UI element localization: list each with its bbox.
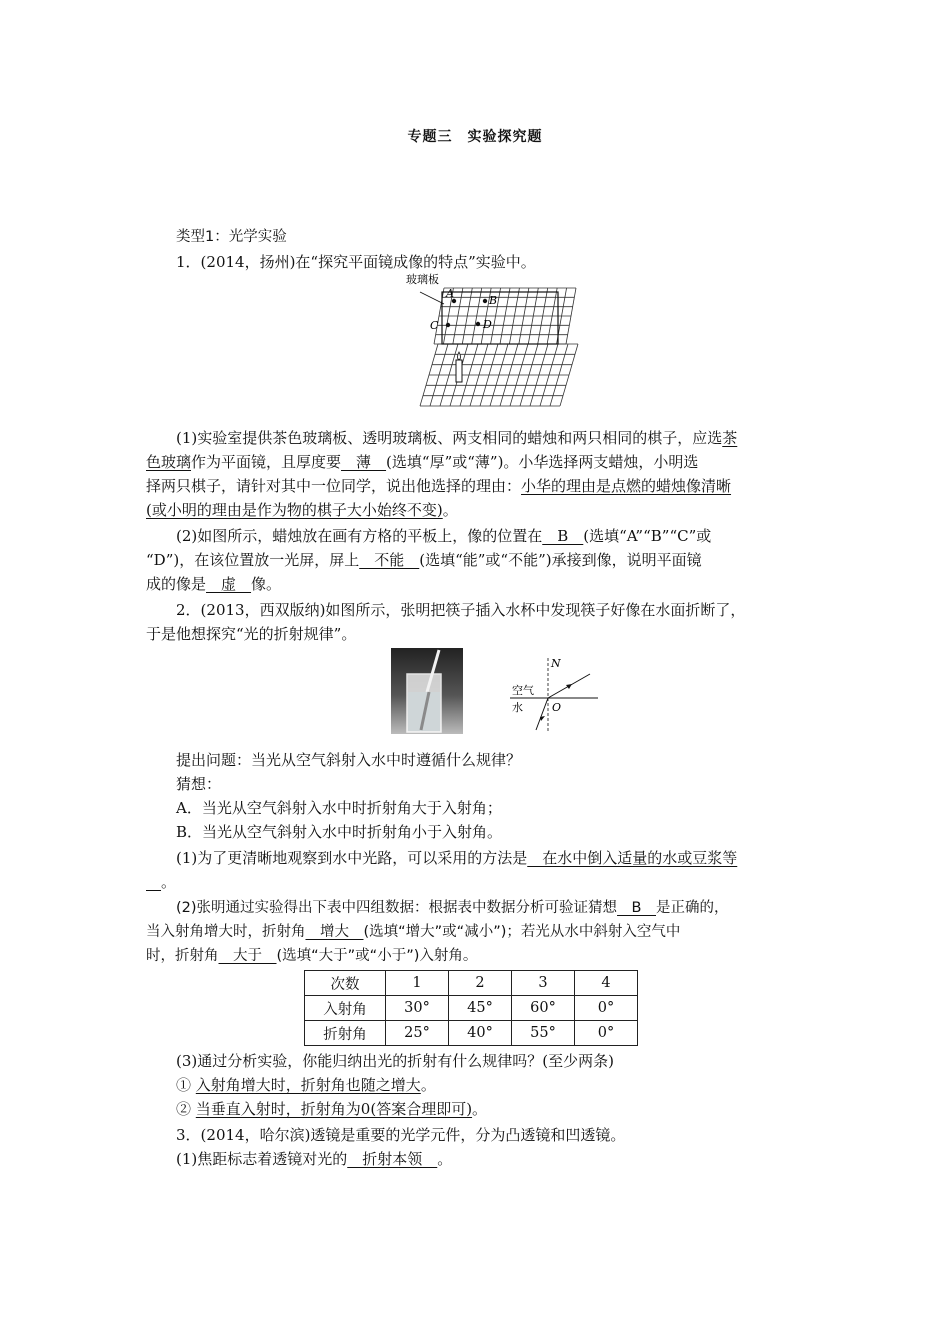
lower-grid	[420, 344, 578, 406]
q2-guess-a: A．当光从空气斜射入水中时折射角大于入射角；	[176, 799, 502, 817]
table-cell: 55°	[512, 1021, 575, 1046]
answer: 不能	[359, 551, 420, 569]
q2-question: 提出问题：当光从空气斜射入水中时遵循什么规律？	[176, 751, 522, 769]
q2-p1-line1: (1)为了更清晰地观察到水中光路，可以采用的方法是 在水中倒入适量的水或豆浆等	[176, 849, 738, 867]
page-title: 专题三 实验探究题	[407, 129, 543, 145]
table-cell: 次数	[305, 971, 386, 996]
table-cell: 折射角	[305, 1021, 386, 1046]
q1-p2-line1: (2)如图所示，蜡烛放在画有方格的平板上，像的位置在 B (选填“A”“B”“C”或	[176, 527, 712, 545]
answer: 虚	[206, 575, 252, 593]
answer: 当垂直入射时，折射角为0(答案合理即可)	[195, 1100, 473, 1118]
q2-stem-line1: 2．(2013，西双版纳)如图所示，张明把筷子插入水杯中发现筷子好像在水面折断了，	[176, 601, 746, 619]
answer: 折射本领	[347, 1150, 438, 1168]
answer	[146, 871, 161, 893]
q1-p1-line4: (或小明的理由是作为物的棋子大小始终不变)。	[146, 501, 458, 519]
glass-label: 玻璃板	[406, 273, 439, 286]
chopstick-photo	[391, 648, 463, 734]
point-c	[446, 323, 450, 327]
answer: B	[542, 527, 584, 545]
table-cell: 4	[575, 971, 638, 996]
answer: 小华的理由是点燃的蜡烛像清晰	[521, 477, 732, 495]
refracted-ray	[536, 698, 548, 730]
q1-p1-line1: (1)实验室提供茶色玻璃板、透明玻璃板、两支相同的蜡烛和两只相同的棋子，应选茶	[176, 429, 738, 447]
mirror-grid-figure	[400, 270, 580, 412]
label-air: 空气	[512, 684, 534, 697]
label-a: A	[446, 287, 454, 300]
point-d	[476, 322, 480, 326]
table-header-row	[305, 971, 638, 996]
answer: 在水中倒入适量的水或豆浆等	[527, 849, 738, 867]
glass-pointer	[420, 292, 444, 304]
q2-p3: (3)通过分析实验，你能归纳出光的折射有什么规律吗？(至少两条)	[176, 1052, 614, 1070]
candle-flame	[458, 352, 461, 360]
label-o: O	[552, 701, 562, 714]
answer: 薄	[341, 453, 387, 471]
q2-guess-b: B．当光从空气斜射入水中时折射角小于入射角。	[176, 823, 503, 841]
table-cell: 3	[512, 971, 575, 996]
q2-p2-line2: 当入射角增大时，折射角 增大 (选填“增大”或“减小”)；若光从水中斜射入空气中	[146, 921, 680, 943]
table-row	[305, 996, 638, 1021]
table-cell: 60°	[512, 996, 575, 1021]
table-cell: 30°	[386, 996, 449, 1021]
answer: 色玻璃	[146, 453, 192, 471]
q3-p1: (1)焦距标志着透镜对光的 折射本领 。	[176, 1150, 453, 1168]
answer: 增大	[305, 924, 364, 940]
q2-p2-line3: 时，折射角 大于 (选填“大于”或“小于”)入射角。	[146, 945, 477, 967]
label-water: 水	[512, 701, 523, 714]
arrow-icon	[566, 684, 572, 689]
q2-stem-line2: 于是他想探究“光的折射规律”。	[146, 625, 357, 643]
q2-p3-a: ① 入射角增大时，折射角也随之增大。	[176, 1076, 436, 1094]
section-heading: 类型1：光学实验	[176, 229, 287, 245]
table-cell: 0°	[575, 996, 638, 1021]
answer: (或小明的理由是作为物的棋子大小始终不变)	[146, 501, 443, 519]
label-c: C	[430, 319, 439, 332]
refraction-diagram	[508, 654, 600, 734]
q1-p2-line3: 成的像是 虚 像。	[146, 575, 282, 593]
q2-p1-line2: 。	[146, 871, 176, 893]
answer: 茶	[722, 429, 738, 447]
upper-grid	[434, 288, 576, 344]
label-n: N	[551, 657, 561, 670]
q2-guess: 猜想：	[176, 775, 222, 793]
table-cell: 40°	[449, 1021, 512, 1046]
q2-p2-line1: (2)张明通过实验得出下表中四组数据：根据表中数据分析可验证猜想 B 是正确的，	[176, 897, 729, 919]
table-row	[305, 1021, 638, 1046]
answer: B	[617, 900, 656, 916]
glass-plate	[442, 292, 558, 344]
q1-p1-line2: 色玻璃作为平面镜，且厚度要 薄 (选填“厚”或“薄”)。小华选择两支蜡烛，小明选	[146, 453, 699, 471]
q1-stem: 1．(2014，扬州)在“探究平面镜成像的特点”实验中。	[176, 253, 536, 271]
q1-p1-line3: 择两只棋子，请针对其中一位同学，说出他选择的理由：小华的理由是点燃的蜡烛像清晰	[146, 477, 732, 495]
label-b: B	[489, 294, 498, 307]
table-cell: 1	[386, 971, 449, 996]
label-d: D	[483, 318, 492, 331]
table-cell: 2	[449, 971, 512, 996]
q2-p3-b: ② 当垂直入射时，折射角为0(答案合理即可)。	[176, 1100, 488, 1118]
point-b	[483, 299, 487, 303]
q3-stem: 3．(2014，哈尔滨)透镜是重要的光学元件，分为凸透镜和凹透镜。	[176, 1126, 626, 1144]
table-cell: 入射角	[305, 996, 386, 1021]
refraction-table	[304, 970, 638, 1046]
answer: 入射角增大时，折射角也随之增大	[195, 1076, 421, 1094]
candle	[456, 360, 462, 382]
answer: 大于	[218, 948, 277, 964]
table-cell: 45°	[449, 996, 512, 1021]
table-cell: 25°	[386, 1021, 449, 1046]
q1-p2-line2: “D”)，在该位置放一光屏，屏上 不能 (选填“能”或“不能”)承接到像，说明平面镜	[146, 551, 702, 569]
table-cell: 0°	[575, 1021, 638, 1046]
